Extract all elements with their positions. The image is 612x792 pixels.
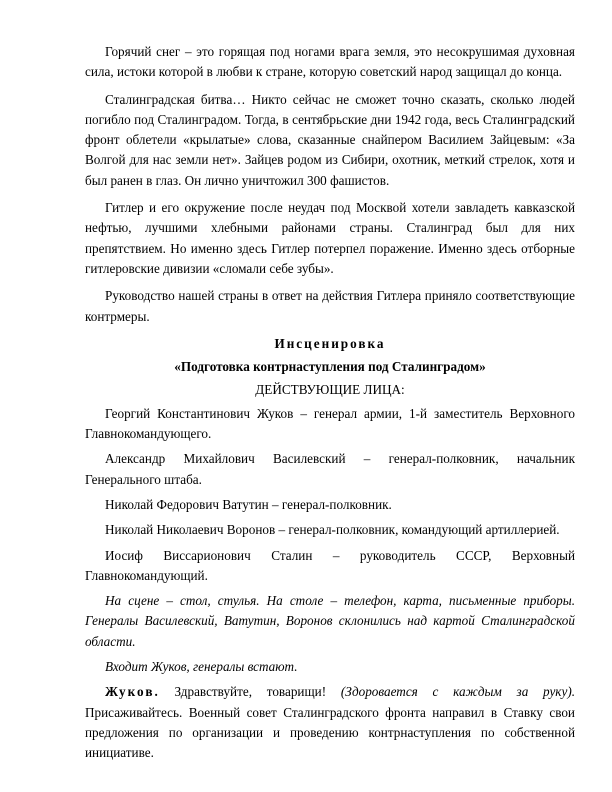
document-page bbox=[85, 42, 575, 771]
cast-member-vatutin: Николай Федорович Ватутин – генерал-полковник. bbox=[105, 496, 392, 512]
stage-direction-scene: На сцене – стол, стулья. На столе – телефон, карта, письменные приборы. Генералы Василевский, Ватутин, Воронов склонились над картой Сталинградской области. bbox=[85, 593, 575, 649]
dialogue-remark: (Здоровается с каждым за руку). bbox=[340, 684, 576, 700]
cast-member-zhukov: Георгий Константинович Жуков – генерал армии, 1-й заместитель Верховного Главнокомандующего. bbox=[85, 405, 575, 442]
intro-paragraph-hitler: Гитлер и его окружение после неудач под Москвой хотели завладеть кавказской нефтью, лучшими хлебными районами страны. Сталинград был для них препятствием. Но именно здесь Гитлер потерпел поражение. Именно здесь отборные гитлеровские дивизии «сломали себе зубы». bbox=[85, 200, 575, 276]
staging-title: Инсценировка bbox=[274, 335, 386, 351]
stage-direction-entrance: Входит Жуков, генералы встают. bbox=[105, 659, 298, 675]
cast-list-title: ДЕЙСТВУЮЩИЕ ЛИЦА: bbox=[255, 382, 405, 398]
intro-paragraph-countermeasures: Руководство нашей страны в ответ на действия Гитлера приняло соответствующие контрмеры. bbox=[85, 288, 575, 324]
cast-member-vasilevsky: Александр Михайлович Василевский – генерал-полковник, начальник Генерального штаба. bbox=[85, 451, 575, 487]
dialogue-speaker: Жуков. bbox=[105, 684, 160, 700]
intro-paragraph-hot-snow: Горячий снег – это горящая под ногами врага земля, это несокрушимая духовная сила, истоки которой в любви к стране, которую советский народ защищал до конца. bbox=[85, 44, 575, 80]
staging-subtitle: «Подготовка контрнаступления под Сталинградом» bbox=[174, 359, 486, 375]
dialogue-greeting: Здравствуйте, товарищи! bbox=[174, 684, 327, 700]
dialogue-line-zhukov bbox=[85, 682, 575, 763]
cast-member-voronov: Николай Николаевич Воронов – генерал-полковник, командующий артиллерией. bbox=[105, 522, 560, 538]
intro-paragraph-stalingrad-battle: Сталинградская битва… Никто сейчас не сможет точно сказать, сколько людей погибло под Сталинградом. Тогда, в сентябрьские дни 1942 года, весь Сталинградский фронт облетели «крылатые» слова, сказанные снайпером Василием Зайцевым: «За Волгой для нас земли нет». Зайцев родом из Сибири, охотник, меткий стрелок, хотя и был ранен в глаз. Он лично уничтожил 300 фашистов. bbox=[85, 91, 575, 188]
dialogue-text: Присаживайтесь. Военный совет Сталинградского фронта направил в Ставку свои предложения по организации и проведению контрнаступления по собственной инициативе. bbox=[85, 704, 575, 761]
cast-member-stalin: Иосиф Виссарионович Сталин – руководитель СССР, Верховный Главнокомандующий. bbox=[85, 547, 575, 583]
